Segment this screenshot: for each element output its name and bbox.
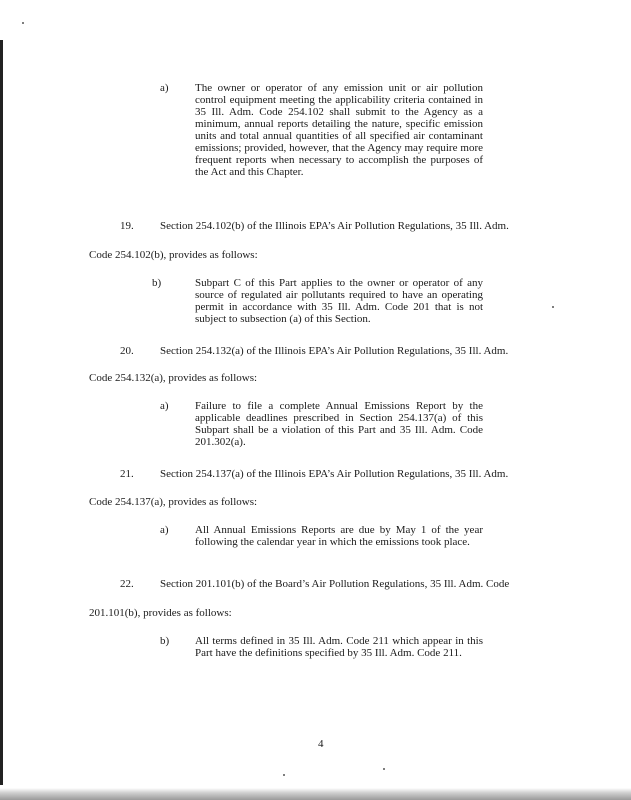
quote-label: a) — [160, 524, 169, 536]
scan-speck — [283, 774, 285, 776]
paragraph-first-line: Section 254.132(a) of the Illinois EPA’s Air Pollution Regulations, 35 Ill. Adm. — [160, 345, 509, 357]
quote-text: Failure to file a complete Annual Emissions Report by the applicable deadlines prescribed in Section 254.137(a) of this Subpart shall be a violation of this Part and 35 Ill. Adm. Code 201.302(a). — [195, 400, 483, 448]
paragraph-number: 21. — [120, 468, 134, 480]
quote-text: Subpart C of this Part applies to the owner or operator of any source of regulated air pollutants required to have an operating permit in accordance with 35 Ill. Adm. Code 201 that is not subject to subsection (a) of this Section. — [195, 277, 483, 325]
page-number: 4 — [318, 738, 324, 750]
paragraph-number: 22. — [120, 578, 134, 590]
paragraph-second-line: Code 254.132(a), provides as follows: — [89, 372, 258, 384]
quote-label: b) — [160, 635, 170, 647]
scan-speck — [552, 306, 554, 308]
paragraph-second-line: Code 254.137(a), provides as follows: — [89, 496, 258, 508]
paragraph-first-line: Section 254.137(a) of the Illinois EPA’s Air Pollution Regulations, 35 Ill. Adm. — [160, 468, 509, 480]
quote-text: All Annual Emissions Reports are due by May 1 of the year following the calendar year in which the emissions took place. — [195, 524, 483, 548]
paragraph-second-line: Code 254.102(b), provides as follows: — [89, 249, 258, 261]
quote-text: All terms defined in 35 Ill. Adm. Code 211 which appear in this Part have the definitions specified by 35 Ill. Adm. Code 211. — [195, 635, 483, 659]
paragraph-number: 19. — [120, 220, 134, 232]
quote-label: b) — [152, 277, 162, 289]
quote-label: a) — [160, 400, 169, 412]
scan-edge-left — [0, 40, 3, 785]
subsection-text: The owner or operator of any emission unit or air pollution control equipment meeting the applicability criteria contained in 35 Ill. Adm. Code 254.102 shall submit to the Agency as a minimum, annual reports detailing the nature, specific emission units and total annual quantities of all specified air contaminant emissions; provided, however, that the Agency may require more frequent reports when necessary to accomplish the purposes of the Act and this Chapter. — [195, 82, 483, 178]
scan-speck — [22, 22, 24, 24]
scan-edge-bottom — [0, 788, 631, 800]
paragraph-first-line: Section 254.102(b) of the Illinois EPA’s Air Pollution Regulations, 35 Ill. Adm. — [160, 220, 509, 232]
subsection-label: a) — [160, 82, 169, 94]
paragraph-second-line: 201.101(b), provides as follows: — [89, 607, 232, 619]
paragraph-first-line: Section 201.101(b) of the Board’s Air Pollution Regulations, 35 Ill. Adm. Code — [160, 578, 510, 590]
paragraph-number: 20. — [120, 345, 134, 357]
scan-speck — [383, 768, 385, 770]
